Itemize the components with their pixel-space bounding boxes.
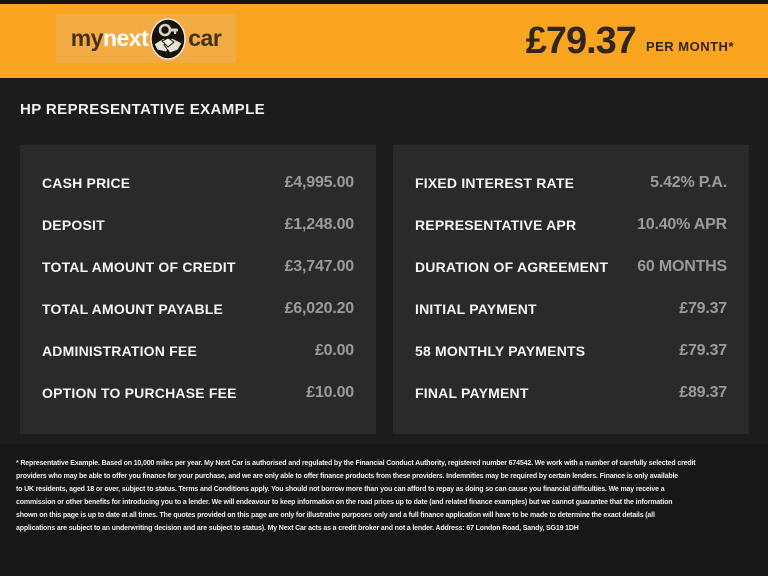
row-label: OPTION TO PURCHASE FEE [42,385,237,401]
price-period-label: PER MONTH* [645,38,734,54]
row-value: £10.00 [306,384,354,401]
disclaimer-line: commission or other benefits for introducing you to a lender. We will endeavour to keep information on the road prices up to date (and related finance examples) but we cannot guarantee that the information [16,499,673,506]
brand-logo[interactable] [56,14,236,63]
price-amount: £79.37 [525,19,636,62]
finance-row [42,288,354,330]
logo-text-my: my [70,25,103,51]
row-label: TOTAL AMOUNT OF CREDIT [42,259,236,275]
disclaimer-line: applications are subject to an underwriting decision and are subject to status). My Next Car acts as a credit broker and not a lender. Address: 67 London Road, Sandy, SG19 1DH [16,525,579,532]
row-label: DEPOSIT [42,217,105,233]
logo-text-next: next [102,25,149,51]
row-label: REPRESENTATIVE APR [415,217,577,233]
row-label: FIXED INTEREST RATE [415,175,575,191]
row-value: 60 MONTHS [637,258,727,275]
finance-row [42,162,354,204]
row-value: £79.37 [679,342,727,359]
finance-panel-left [20,145,376,434]
row-label: DURATION OF AGREEMENT [415,259,609,275]
row-label: INITIAL PAYMENT [415,301,537,317]
row-value: 10.40% APR [637,216,727,233]
finance-row [42,204,354,246]
disclaimer-line: * Representative Example. Based on 10,000 miles per year. My Next Car is authorised and regulated by the Financial Conduct Authority, registered number 674542. We work with a number of carefully selected credit [16,460,696,467]
row-value: £1,248.00 [284,216,354,233]
row-value: £4,995.00 [284,174,354,191]
finance-row [415,372,727,414]
row-label: ADMINISTRATION FEE [42,343,198,359]
row-label: FINAL PAYMENT [415,385,529,401]
finance-row [415,204,727,246]
handshake-key-icon [150,18,186,60]
row-value: £79.37 [679,300,727,317]
finance-row [42,246,354,288]
finance-row [415,246,727,288]
row-label: TOTAL AMOUNT PAYABLE [42,301,224,317]
disclaimer-line: to UK residents, aged 18 or over, subject to status. Terms and Conditions apply. You should not borrow more than you can afford to repay as doing so can cause you financial difficulties. We may receive a [16,486,665,493]
header-bar [0,4,768,78]
row-value: £3,747.00 [284,258,354,275]
page-title: HP REPRESENTATIVE EXAMPLE [20,101,266,118]
finance-row [42,330,354,372]
representative-example-disclaimer [16,457,760,535]
row-label: 58 MONTHLY PAYMENTS [415,343,586,359]
row-value: £6,020.20 [284,300,354,317]
finance-row [415,162,727,204]
finance-panel-right [393,145,749,434]
logo-text-car: car [188,25,222,51]
finance-row [415,330,727,372]
legal-footer [0,444,768,576]
row-value: £89.37 [679,384,727,401]
monthly-price [526,4,734,78]
disclaimer-line: shown on this page is up to date at all times. The quotes provided on this page are only for illustrative purposes only and a full finance application will have to be made to determine the exact details (all [16,512,655,519]
finance-row [415,288,727,330]
disclaimer-line: providers who may be able to offer you finance for your purchase, and we are only able to offer finance products from these providers. Indemnities may be required by certain lenders. Finance is only available [16,473,678,480]
finance-row [42,372,354,414]
row-value: £0.00 [314,342,354,359]
row-label: CASH PRICE [42,175,131,191]
row-value: 5.42% P.A. [650,174,727,191]
